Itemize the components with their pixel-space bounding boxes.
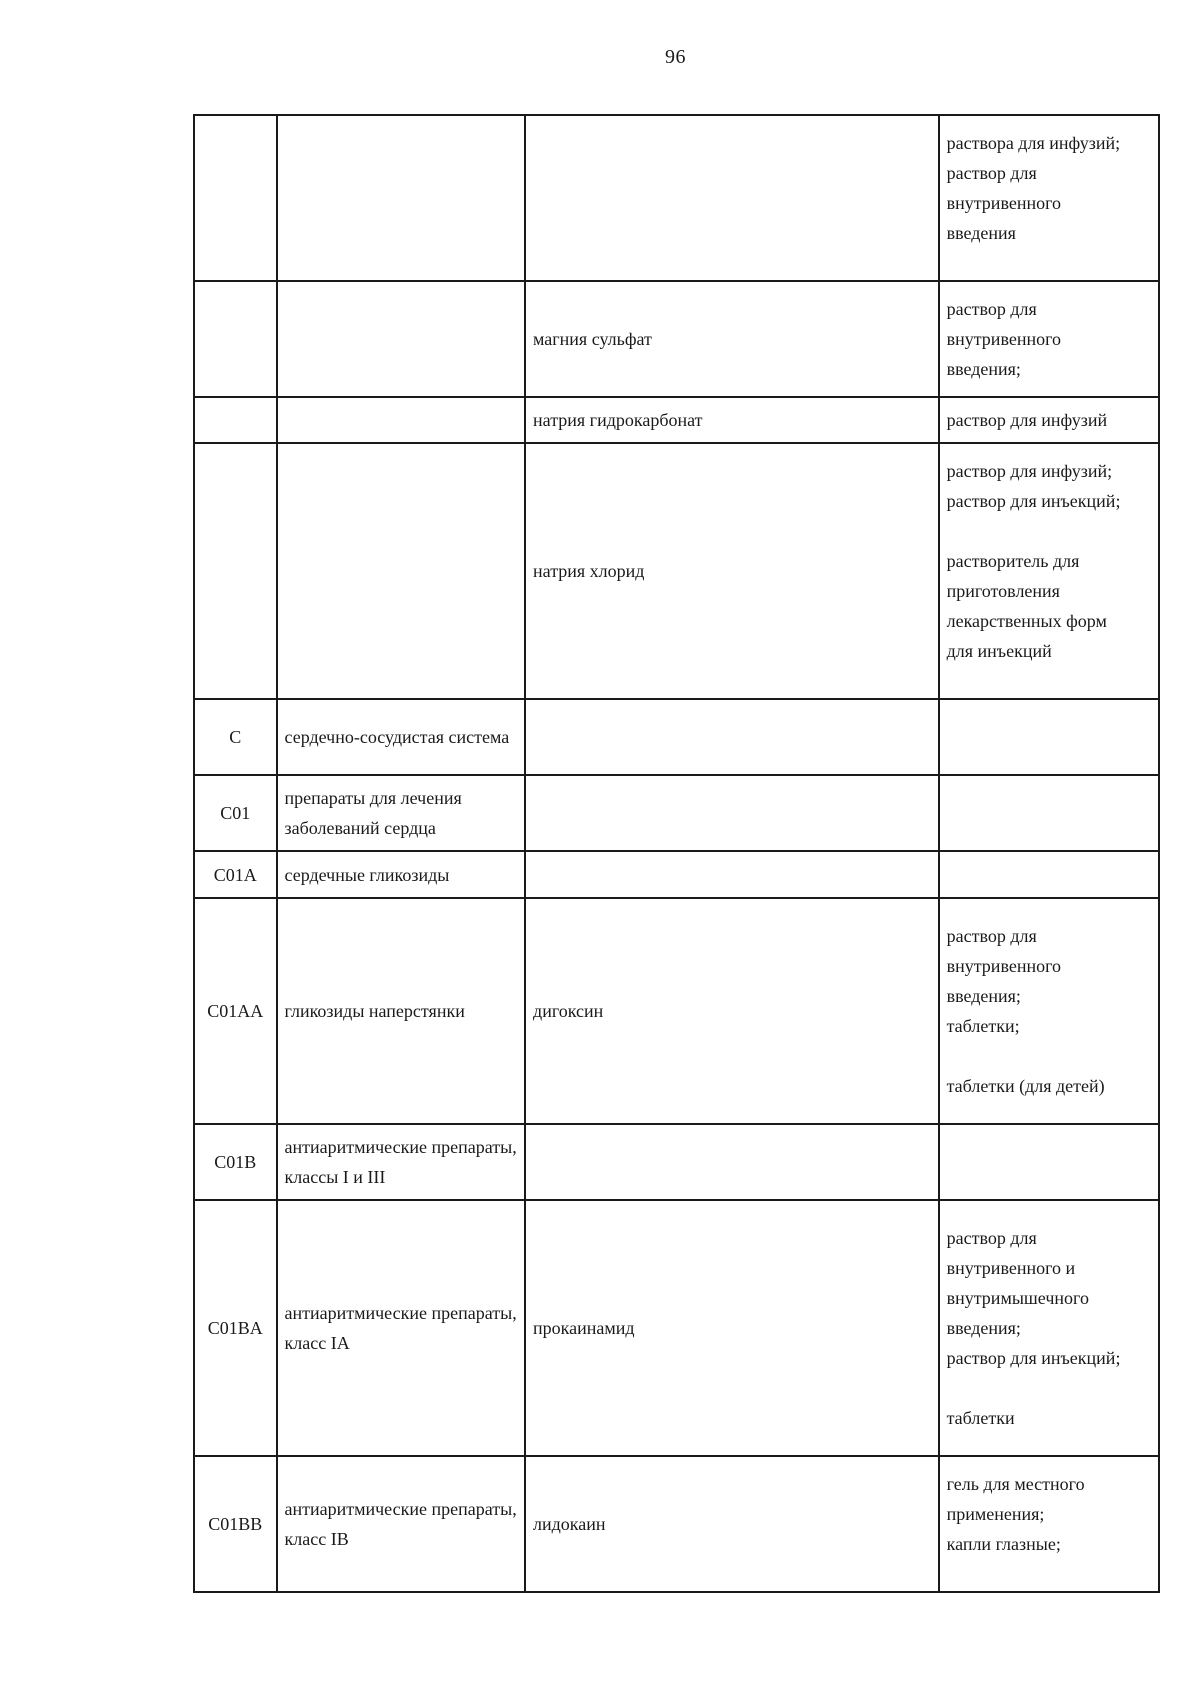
group-cell: антиаритмические препараты, классы I и III [277, 1124, 526, 1200]
dosage-form-cell [939, 115, 1159, 281]
dosage-form-line: применения; [946, 1504, 1045, 1524]
group-cell [277, 443, 526, 699]
dosage-form-line: внутривенного [946, 329, 1062, 349]
group-cell [277, 397, 526, 443]
table-row [194, 851, 1159, 898]
dosage-form-line: раствора для инфузий; [946, 133, 1121, 153]
dosage-form-cell [939, 1124, 1159, 1200]
dosage-form-spacer [947, 516, 1151, 546]
drug-table [193, 114, 1160, 1593]
dosage-form-line: гель для местного [946, 1474, 1085, 1494]
dosage-form-line: внутримышечного [946, 1288, 1089, 1308]
drug-cell: магния сульфат [525, 281, 939, 397]
group-cell: антиаритмические препараты, класс IB [277, 1456, 526, 1592]
dosage-form-line: внутривенного [946, 956, 1062, 976]
atc-code-cell: C01B [194, 1124, 277, 1200]
drug-cell [525, 115, 939, 281]
group-cell: гликозиды наперстянки [277, 898, 526, 1124]
group-cell: сердечно-сосудистая система [277, 699, 526, 775]
dosage-form-cell [939, 281, 1159, 397]
dosage-form-line: раствор для инъекций; [946, 1348, 1121, 1368]
dosage-form-cell [939, 775, 1159, 851]
dosage-form-line: введения [946, 223, 1016, 243]
atc-code-cell: C [194, 699, 277, 775]
atc-code-cell [194, 115, 277, 281]
dosage-form-cell [939, 443, 1159, 699]
dosage-form-line: раствор для [946, 1228, 1037, 1248]
dosage-form-cell [939, 699, 1159, 775]
drug-cell: натрия гидрокарбонат [525, 397, 939, 443]
atc-code-cell: C01AA [194, 898, 277, 1124]
table-row [194, 115, 1159, 281]
dosage-form-line: таблетки (для детей) [946, 1076, 1105, 1096]
dosage-form-spacer [947, 1373, 1151, 1403]
dosage-form-line: таблетки [946, 1408, 1015, 1428]
table-row [194, 1200, 1159, 1456]
table-row [194, 775, 1159, 851]
table-row [194, 1456, 1159, 1592]
dosage-form-line: приготовления [946, 581, 1060, 601]
dosage-form-line: лекарственных форм [946, 611, 1107, 631]
group-cell: антиаритмические препараты, класс IA [277, 1200, 526, 1456]
dosage-form-line: раствор для инъекций; [946, 491, 1121, 511]
table-row [194, 898, 1159, 1124]
table-row [194, 443, 1159, 699]
atc-code-cell: C01 [194, 775, 277, 851]
drug-cell [525, 775, 939, 851]
drug-cell: лидокаин [525, 1456, 939, 1592]
dosage-form-cell [939, 851, 1159, 898]
dosage-form-line: раствор для [946, 163, 1037, 183]
group-cell [277, 115, 526, 281]
dosage-form-line: раствор для [946, 299, 1037, 319]
dosage-form-line: таблетки; [946, 1016, 1020, 1036]
dosage-form-line: введения; [946, 986, 1021, 1006]
table-row [194, 699, 1159, 775]
dosage-form-spacer [947, 1041, 1151, 1071]
page-number: 96 [665, 46, 686, 68]
drug-cell [525, 1124, 939, 1200]
drug-cell: натрия хлорид [525, 443, 939, 699]
dosage-form-cell [939, 1456, 1159, 1592]
group-cell [277, 281, 526, 397]
dosage-form-cell [939, 898, 1159, 1124]
dosage-form-line: внутривенного [946, 193, 1062, 213]
drug-cell [525, 699, 939, 775]
dosage-form-line: введения; [946, 1318, 1021, 1338]
dosage-form-line: раствор для инфузий; [946, 461, 1113, 481]
atc-code-cell: C01A [194, 851, 277, 898]
atc-code-cell: C01BB [194, 1456, 277, 1592]
group-cell: препараты для лечения заболеваний сердца [277, 775, 526, 851]
atc-code-cell [194, 281, 277, 397]
drug-cell: прокаинамид [525, 1200, 939, 1456]
atc-code-cell [194, 443, 277, 699]
dosage-form-line: для инъекций [946, 641, 1052, 661]
group-cell: сердечные гликозиды [277, 851, 526, 898]
dosage-form-line: капли глазные; [946, 1534, 1061, 1554]
dosage-form-line: внутривенного и [946, 1258, 1076, 1278]
atc-code-cell [194, 397, 277, 443]
dosage-form-line: раствор для [946, 926, 1037, 946]
table-row [194, 1124, 1159, 1200]
dosage-form-line: раствор для инфузий [946, 410, 1108, 430]
dosage-form-cell [939, 1200, 1159, 1456]
dosage-form-cell [939, 397, 1159, 443]
table-row [194, 397, 1159, 443]
dosage-form-line: введения; [946, 359, 1021, 379]
dosage-form-line: растворитель для [946, 551, 1080, 571]
atc-code-cell: C01BA [194, 1200, 277, 1456]
drug-cell: дигоксин [525, 898, 939, 1124]
drug-cell [525, 851, 939, 898]
table-row [194, 281, 1159, 397]
